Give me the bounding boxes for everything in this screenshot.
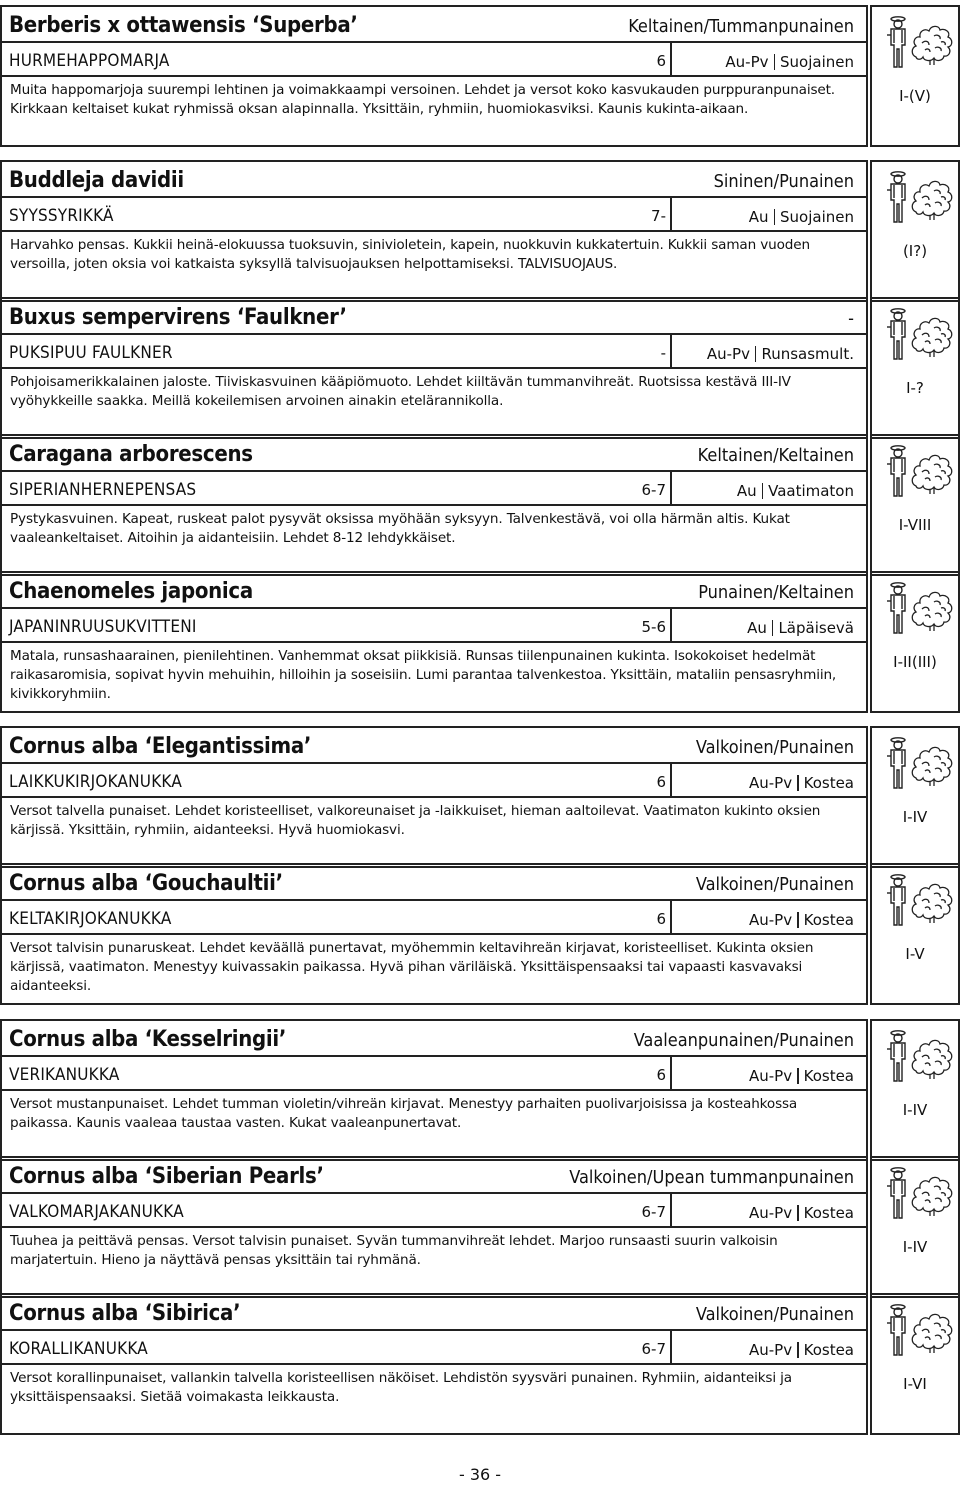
- site-requirements: [749, 1204, 854, 1222]
- plant-entry: [0, 571, 960, 713]
- entry-header: [0, 434, 868, 470]
- light-requirement: Au-Pv: [749, 774, 793, 792]
- scientific-name: Buddleja davidii: [9, 168, 184, 193]
- plant-entry: [0, 1293, 960, 1435]
- entry-header: [0, 5, 868, 41]
- size-icons: [884, 442, 954, 498]
- finnish-name: LAIKKUKIRJOKANUKKA: [9, 772, 183, 792]
- hardiness-zone: I-VIII: [898, 516, 932, 534]
- soil-requirement: Kostea: [803, 1204, 854, 1222]
- site-requirements: [707, 345, 854, 363]
- flower-leaf-color: Valkoinen/Upean tummanpunainen: [569, 1167, 854, 1188]
- person-icon: [884, 1166, 912, 1224]
- hardiness-zone: I-(V): [899, 87, 931, 105]
- light-requirement: Au-Pv: [749, 1341, 793, 1359]
- hardiness-zone: I-II(III): [893, 653, 937, 671]
- person-icon: [884, 307, 912, 365]
- shrub-icon: [910, 446, 954, 500]
- person-icon: [884, 444, 912, 502]
- size-icons: [884, 305, 954, 361]
- entry-subheader: [0, 333, 868, 369]
- entry-header: [0, 297, 868, 333]
- scientific-name: Cornus alba ‘Siberian Pearls’: [9, 1164, 324, 1189]
- entry-subheader: [0, 196, 868, 232]
- entry-subheader: [0, 470, 868, 506]
- soil-requirement: Runsasmult.: [761, 345, 854, 363]
- scientific-name: Cornus alba ‘Sibirica’: [9, 1301, 241, 1326]
- light-requirement: Au-Pv: [749, 1067, 793, 1085]
- entry-description: Pohjoisamerikkalainen jaloste. Tiiviskasvuinen kääpiömuoto. Lehdet kiiltävän tummanvihreät. Ruotsissa kestävä III-IV vyöhykkeille saakka. Meillä kokeilemisen arvoinen ainakin etelärannikolla.: [10, 374, 791, 409]
- meta-separator: [797, 912, 799, 928]
- meta-separator: [762, 483, 764, 499]
- finnish-name: SIPERIANHERNEPENSAS: [9, 480, 197, 500]
- entry-header: [0, 1293, 868, 1329]
- meta-separator: [755, 346, 757, 362]
- person-icon: [884, 1029, 912, 1087]
- person-icon: [884, 1303, 912, 1361]
- entry-description-box: [0, 798, 868, 868]
- page-number: - 36 -: [458, 1465, 502, 1484]
- light-requirement: Au: [736, 482, 757, 500]
- soil-requirement: Vaatimaton: [768, 482, 854, 500]
- entry-subheader: [0, 607, 868, 643]
- shrub-icon: [910, 1168, 954, 1222]
- finnish-name: KELTAKIRJOKANUKKA: [9, 909, 172, 929]
- site-requirements: [749, 1067, 854, 1085]
- scientific-name: Cornus alba ‘Kesselringii’: [9, 1027, 287, 1052]
- column-divider: [670, 335, 672, 367]
- entry-side-panel: [870, 1293, 960, 1435]
- shrub-icon: [910, 172, 954, 226]
- growth-zone: 6-7: [641, 481, 666, 499]
- column-divider: [670, 43, 672, 75]
- entry-description: Pystykasvuinen. Kapeat, ruskeat palot pysyvät oksissa myöhään syksyyn. Talvenkestävä, voi olla härmän altis. Kukat vaaleankeltaiset. Aitoihin ja aidanteisiin. Lehdet 8-12 lehdykkäiset.: [10, 511, 790, 546]
- finnish-name: SYYSSYRIKKÄ: [9, 206, 114, 226]
- entry-description: Versot talvisin punaruskeat. Lehdet keväällä punertavat, myöhemmin keltavihreän kirjavat, koristeelliset. Kukinta oksien kärjissä, vaatimaton. Menestyy kuivassakin paikassa. Hyvä pihan väriläiskä. Yksittäispensaaksi tai vapaasti kasvavaksi aidanteeksi.: [10, 940, 814, 994]
- meta-separator: [797, 1205, 799, 1221]
- flower-leaf-color: Vaaleanpunainen/Punainen: [633, 1030, 854, 1051]
- plant-entry: [0, 5, 960, 147]
- scientific-name: Cornus alba ‘Elegantissima’: [9, 734, 312, 759]
- entry-subheader: [0, 1329, 868, 1365]
- entry-side-panel: [870, 1156, 960, 1298]
- scientific-name: Cornus alba ‘Gouchaultii’: [9, 871, 283, 896]
- entry-side-panel: [870, 571, 960, 713]
- column-divider: [670, 901, 672, 933]
- light-requirement: Au-Pv: [725, 53, 769, 71]
- size-icons: [884, 13, 954, 69]
- growth-zone: 6-7: [641, 1340, 666, 1358]
- flower-leaf-color: Keltainen/Keltainen: [697, 445, 854, 466]
- entry-description-box: [0, 935, 868, 1005]
- meta-separator: [797, 1068, 799, 1084]
- soil-requirement: Kostea: [803, 1067, 854, 1085]
- entry-header: [0, 1156, 868, 1192]
- scientific-name: Berberis x ottawensis ‘Superba’: [9, 13, 358, 38]
- entry-subheader: [0, 1192, 868, 1228]
- entry-description: Harvahko pensas. Kukkii heinä-elokuussa tuoksuvin, sinivioletein, kapein, nuokkuvin kukkatertuin. Kukkii saman vuoden versoilla, joten oksia voi katkaista syksyllä talvisuojauksen helpottamiseksi. TALVISUOJAUS.: [10, 237, 810, 272]
- soil-requirement: Suojainen: [780, 208, 854, 226]
- plant-entry: [0, 434, 960, 576]
- hardiness-zone: (I?): [902, 242, 928, 260]
- entry-side-panel: [870, 160, 960, 302]
- column-divider: [670, 1057, 672, 1089]
- flower-leaf-color: Valkoinen/Punainen: [695, 737, 854, 758]
- site-requirements: [749, 1341, 854, 1359]
- growth-zone: 6: [656, 910, 666, 928]
- entry-description: Tuuhea ja peittävä pensas. Versot talvisin punaiset. Syvän tummanvihreät lehdet. Marjoo runsaasti suurin valkoisin marjatertuin. Hieno ja näyttävä pensas yksittäin tai ryhmänä.: [10, 1233, 778, 1268]
- entry-side-panel: [870, 726, 960, 868]
- meta-separator: [772, 620, 774, 636]
- person-icon: [884, 15, 912, 73]
- entry-side-panel: [870, 863, 960, 1005]
- entry-subheader: [0, 41, 868, 77]
- entry-side-panel: [870, 297, 960, 439]
- light-requirement: Au-Pv: [706, 345, 750, 363]
- flower-leaf-color: Keltainen/Tummanpunainen: [628, 16, 854, 37]
- finnish-name: VERIKANUKKA: [9, 1065, 120, 1085]
- site-requirements: [737, 482, 854, 500]
- flower-leaf-color: Sininen/Punainen: [713, 171, 854, 192]
- finnish-name: JAPANINRUUSUKVITTENI: [9, 617, 197, 637]
- shrub-icon: [910, 583, 954, 637]
- entry-subheader: [0, 899, 868, 935]
- size-icons: [884, 734, 954, 790]
- light-requirement: Au: [748, 208, 769, 226]
- person-icon: [884, 170, 912, 228]
- size-icons: [884, 1164, 954, 1220]
- growth-zone: 7-: [651, 207, 666, 225]
- entry-header: [0, 571, 868, 607]
- growth-zone: 5-6: [641, 618, 666, 636]
- site-requirements: [749, 208, 854, 226]
- site-requirements: [749, 774, 854, 792]
- entry-description-box: [0, 1091, 868, 1161]
- growth-zone: 6: [656, 773, 666, 791]
- meta-separator: [797, 775, 799, 791]
- shrub-icon: [910, 875, 954, 929]
- plant-entry: [0, 160, 960, 302]
- site-requirements: [749, 911, 854, 929]
- size-icons: [884, 871, 954, 927]
- entry-header: [0, 160, 868, 196]
- size-icons: [884, 579, 954, 635]
- column-divider: [670, 1194, 672, 1226]
- plant-entry: [0, 1156, 960, 1298]
- entry-header: [0, 863, 868, 899]
- column-divider: [670, 764, 672, 796]
- flower-leaf-color: Valkoinen/Punainen: [695, 1304, 854, 1325]
- column-divider: [670, 1331, 672, 1363]
- column-divider: [670, 472, 672, 504]
- growth-zone: 6-7: [641, 1203, 666, 1221]
- entry-description-box: [0, 1228, 868, 1298]
- entry-side-panel: [870, 434, 960, 576]
- light-requirement: Au: [747, 619, 767, 637]
- hardiness-zone: I-V: [905, 945, 925, 963]
- entry-description-box: [0, 506, 868, 576]
- column-divider: [670, 198, 672, 230]
- entry-header: [0, 1019, 868, 1055]
- light-requirement: Au-Pv: [749, 1204, 793, 1222]
- meta-separator: [774, 209, 776, 225]
- scientific-name: Chaenomeles japonica: [9, 579, 253, 604]
- size-icons: [884, 1027, 954, 1083]
- flower-leaf-color: Valkoinen/Punainen: [695, 874, 854, 895]
- entry-header: [0, 726, 868, 762]
- plant-entry: [0, 726, 960, 868]
- soil-requirement: Läpäisevä: [778, 619, 854, 637]
- plant-entry: [0, 297, 960, 439]
- growth-zone: 6: [656, 52, 666, 70]
- person-icon: [884, 736, 912, 794]
- entry-description-box: [0, 77, 868, 147]
- hardiness-zone: I-?: [906, 379, 924, 397]
- meta-separator: [797, 1342, 799, 1358]
- growth-zone: 6: [656, 1066, 666, 1084]
- person-icon: [884, 581, 912, 639]
- shrub-icon: [910, 738, 954, 792]
- soil-requirement: Kostea: [803, 911, 854, 929]
- shrub-icon: [910, 17, 954, 71]
- finnish-name: HURMEHAPPOMARJA: [9, 51, 170, 71]
- scientific-name: Caragana arborescens: [9, 442, 253, 467]
- light-requirement: Au-Pv: [749, 911, 793, 929]
- soil-requirement: Kostea: [803, 1341, 854, 1359]
- site-requirements: [725, 53, 854, 71]
- entry-description: Versot korallinpunaiset, vallankin talvella koristeellisen näköiset. Lehdistön syysväri punainen. Ryhmiin, aidanteiksi ja yksittäispensaaksi. Sietää voimakasta leikkausta.: [10, 1370, 792, 1405]
- soil-requirement: Suojainen: [780, 53, 854, 71]
- entry-description-box: [0, 1365, 868, 1435]
- entry-description: Versot mustanpunaiset. Lehdet tumman violetin/vihreän kirjavat. Menestyy parhaiten puolivarjoisissa ja kosteahkossa paikassa. Kaunis vaaleaa taustaa vasten. Kukat vaaleanpunertavat.: [10, 1096, 798, 1131]
- shrub-icon: [910, 1305, 954, 1359]
- growth-zone: -: [660, 344, 666, 362]
- finnish-name: KORALLIKANUKKA: [9, 1339, 148, 1359]
- flower-leaf-color: -: [848, 308, 854, 329]
- entry-description-box: [0, 643, 868, 713]
- shrub-icon: [910, 1031, 954, 1085]
- plant-entry: [0, 1019, 960, 1161]
- entry-description-box: [0, 369, 868, 439]
- person-icon: [884, 873, 912, 931]
- finnish-name: VALKOMARJAKANUKKA: [9, 1202, 184, 1222]
- hardiness-zone: I-IV: [902, 1238, 928, 1256]
- entry-side-panel: [870, 5, 960, 147]
- entry-description: Matala, runsashaarainen, pienilehtinen. Vanhemmat oksat piikkisiä. Runsas tiilenpunainen kukinta. Isokokoiset hedelmät raikasaromisia, sopivat hyvin mehuihin, hilloihin ja soseisiin. Lumi parantaa talvenkestoa. Yksittäin, mataliin pensasryhmiin, kivikkoryhmiin.: [10, 648, 837, 702]
- finnish-name: PUKSIPUU FAULKNER: [9, 343, 173, 363]
- entry-description: Versot talvella punaiset. Lehdet koristeelliset, valkoreunaiset ja -laikkuiset, hieman aaltoilevat. Vaatimaton kukinto oksien kärjissä. Yksittäin, ryhmiin, aidanteeksi. Hyvä huomiokasvi.: [10, 803, 821, 838]
- meta-separator: [774, 54, 776, 70]
- column-divider: [670, 609, 672, 641]
- entry-description-box: [0, 232, 868, 302]
- entry-subheader: [0, 762, 868, 798]
- hardiness-zone: I-VI: [903, 1375, 927, 1393]
- site-requirements: [747, 619, 854, 637]
- entry-side-panel: [870, 1019, 960, 1161]
- shrub-icon: [910, 309, 954, 363]
- entry-subheader: [0, 1055, 868, 1091]
- plant-entry: [0, 863, 960, 1005]
- hardiness-zone: I-IV: [902, 1101, 928, 1119]
- size-icons: [884, 1301, 954, 1357]
- entry-description: Muita happomarjoja suurempi lehtinen ja voimakkaampi versoinen. Lehdet ja versot koko kasvukauden purppuranpunaiset. Kirkkaan keltaiset kukat ryhmissä oksan alapinnalla. Yksittäin, ryhmiin, huomiokasviksi. Kaunis kukinta-aikaan.: [10, 82, 835, 117]
- hardiness-zone: I-IV: [902, 808, 928, 826]
- size-icons: [884, 168, 954, 224]
- flower-leaf-color: Punainen/Keltainen: [698, 582, 854, 603]
- scientific-name: Buxus sempervirens ‘Faulkner’: [9, 305, 347, 330]
- soil-requirement: Kostea: [803, 774, 854, 792]
